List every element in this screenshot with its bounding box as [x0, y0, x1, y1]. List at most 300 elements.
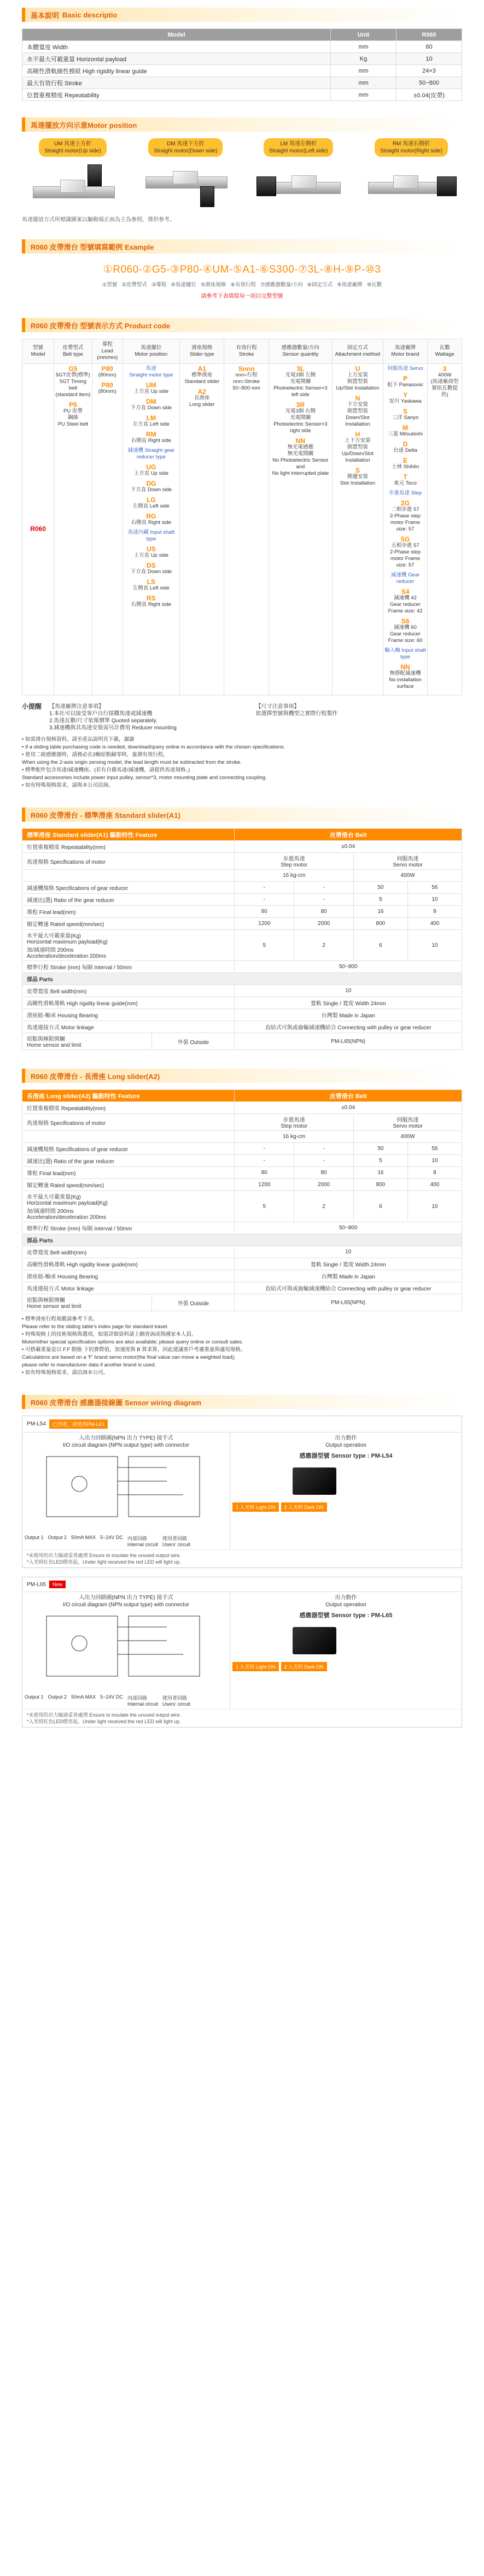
- part-value: 台灣製 Made in Japan: [235, 1009, 462, 1021]
- option-code: 2G: [401, 499, 410, 507]
- option-desc: 台達 Delta: [393, 447, 417, 453]
- drive-label: 皮帶滑台 Belt: [235, 829, 462, 841]
- part-row: [22, 1270, 462, 1282]
- code-option: [124, 513, 179, 526]
- code-option: [55, 402, 91, 428]
- option-code: NN: [295, 437, 306, 445]
- output-state: 2 入光時 Dark ON: [281, 1502, 327, 1512]
- option-desc: 減速機 60 Gear reducer Frame size: 60: [388, 624, 423, 644]
- feature-value: 伺服馬達 Servo motor: [353, 853, 462, 870]
- motor-position-card-rm: [360, 138, 462, 209]
- feature-row: [22, 1222, 462, 1234]
- legend-item: ⑦感應器數量/方向: [260, 282, 303, 288]
- option-code: DM: [145, 398, 156, 405]
- position-label: LM 馬達左側折 Straight motor(Left side): [264, 138, 333, 157]
- feature-value: 10: [407, 894, 462, 906]
- option-desc: 右側直 Right side: [131, 520, 172, 526]
- code-option: [334, 366, 382, 392]
- spec-row: [22, 41, 462, 53]
- option-desc: 步進馬達 Step: [388, 490, 422, 496]
- option-desc: 士林 Shihlin: [391, 464, 419, 470]
- feature-value: 400: [407, 918, 462, 930]
- circuit-labels: [25, 1694, 228, 1707]
- option-code: Y: [403, 391, 408, 399]
- part-value: PM-L65(NPN): [235, 1294, 462, 1311]
- option-desc: 左側直 Left side: [132, 503, 170, 509]
- option-code: P: [403, 375, 408, 382]
- feature-row-label: 減速比(選) Ratio of the gear reducer: [22, 894, 235, 906]
- feature-value: 80: [294, 906, 354, 918]
- part-extra: 外裝 Outside: [152, 1294, 235, 1311]
- spec-value: 24×3: [396, 65, 462, 77]
- option-desc: 左側直 Left side: [132, 585, 170, 591]
- sensor-card-top: [22, 1577, 462, 1591]
- legend-item: ③導程: [151, 282, 167, 288]
- feature-header-row: [22, 1090, 462, 1102]
- part-row: [22, 1021, 462, 1033]
- legend-item: ①型號: [102, 282, 118, 288]
- bullet-line: Motor/other special specification options are also available; please query online or consult sales.: [22, 1339, 243, 1345]
- sensor-card: [22, 1416, 462, 1568]
- position-label: DM 馬達下方折 Straight motor(Down side): [148, 138, 223, 157]
- feature-value: -: [294, 894, 354, 906]
- motor-position-cards: [22, 138, 462, 209]
- slider-um-image: [22, 160, 124, 209]
- feature-row-label: 位置重複精度 Repeatability(mm): [22, 841, 235, 853]
- sensor-title: R060 皮帶滑台 感應器接線圖 Sensor wiring diagram: [31, 1398, 202, 1407]
- option-desc: 下方直 Down side: [130, 405, 172, 411]
- spec-row: [22, 77, 462, 89]
- feature-value: 80: [235, 1167, 294, 1179]
- feature-value: 80: [235, 906, 294, 918]
- code-option: [270, 402, 331, 434]
- feature-value: 50: [353, 882, 407, 894]
- feature-value: 50: [353, 1143, 407, 1155]
- code-option: [124, 431, 179, 444]
- basic-heading-en: Basic descriptio: [62, 10, 118, 19]
- feature-value: 伺服馬達 Servo motor: [353, 1114, 462, 1131]
- feature-value: 56: [407, 1143, 462, 1155]
- bullet-line: Standard accessories include power input pulley, sensor*3, motor mounting plate and connecting coupling.: [22, 775, 267, 781]
- feature-value: 5: [235, 930, 294, 961]
- code-option: [181, 366, 223, 385]
- circuit-label: 內部回路 Internal circuit: [127, 1536, 158, 1547]
- option-desc: 光電3個 右側 光電開關 Photoelectric Sensor×3 right side: [273, 408, 328, 434]
- feature-row: [22, 1191, 462, 1222]
- option-desc: 松下 Panasonic: [387, 382, 424, 388]
- attachment-cell: [332, 364, 383, 695]
- code-option: [94, 382, 121, 395]
- part-label: 原點與極限開關 Home sensor and limit: [22, 1294, 152, 1311]
- feature-label: 標準滑座 Standard slider(A1) 驅動特性 Feature: [22, 829, 235, 841]
- col-header: Unit: [331, 29, 396, 41]
- feature-row-label: [22, 1131, 235, 1143]
- output-states: [232, 1662, 459, 1671]
- wattage-cell: [428, 364, 462, 695]
- option-code: S4: [401, 588, 410, 596]
- option-code: US: [146, 545, 156, 553]
- spec-value: 10: [396, 53, 462, 65]
- code-option: [55, 366, 91, 398]
- feature-value: 50~800: [235, 1222, 462, 1234]
- feature-header-row: [22, 829, 462, 841]
- feature-row-label: 馬達規格 Specifications of motor: [22, 1114, 235, 1131]
- feature-row: [22, 853, 462, 870]
- part-row: [22, 1294, 462, 1311]
- option-desc: 無光電感應 無光電開關 No Photoelectric Sensor and No light interrupted plate: [272, 444, 329, 476]
- long-slider-notes: [22, 1316, 462, 1376]
- std-slider-heading: [22, 807, 462, 822]
- code-header: 馬達擺位 Motor position: [123, 339, 180, 364]
- feature-value: 800: [353, 1179, 407, 1191]
- circuit-label: 使用者回路 Users' circuit: [162, 1695, 191, 1707]
- sensor-card: [22, 1577, 462, 1728]
- feature-value: -: [235, 1155, 294, 1167]
- option-desc: 上方直 Up side: [133, 552, 168, 558]
- reminder-line: 【尺寸注意事項】: [255, 704, 300, 710]
- part-row: [22, 985, 462, 997]
- option-code: S: [355, 467, 360, 474]
- option-desc: 輸入軸 Input shaft type: [384, 647, 426, 660]
- reminder-bullets: [22, 736, 462, 789]
- code-header: 導程 Lead (mm/rev): [92, 339, 123, 364]
- feature-row-label: 水平最大可載重量(Kg) Horizontal maximum payload(Kg) 加/減速時間 200ms Acceleration/deceleration 200ms: [22, 930, 235, 961]
- circuit-diagram: [22, 1433, 230, 1549]
- feature-row: [22, 1179, 462, 1191]
- part-label: 高剛性滑軌導軌 High rigidity linear guide(mm): [22, 1258, 235, 1270]
- spec-value: 50~800: [396, 77, 462, 89]
- code-header: 皮帶型式 Belt type: [54, 339, 92, 364]
- code-option: [124, 562, 179, 575]
- example-title: R060 皮帶滑台 型號填寫範例 Example: [31, 243, 154, 251]
- code-option: [124, 595, 179, 608]
- sensor-footnote: *未使用的出力線請妥善處理 Ensure to insulate the unused output wire. *入光時紅色LED燈亮起。Under light received the red LED will light up.: [22, 1549, 462, 1567]
- feature-value: 800: [353, 918, 407, 930]
- code-option: [384, 408, 426, 421]
- legend-item: ⑩瓦數: [366, 282, 382, 288]
- code-option: [124, 546, 179, 559]
- code-header: 馬達廠牌 Motor brand: [383, 339, 427, 364]
- part-value: 寬軌 Single / 寬度 Width 24mm: [235, 1258, 462, 1270]
- feature-value: 400W: [353, 870, 462, 882]
- option-desc: 五相步進 57 2-Phase step motor Frame size: 57: [390, 543, 421, 568]
- feature-row-label: 標準行程 Stroke (mm) 每隔 Interval / 50mm: [22, 1222, 235, 1234]
- output-operation: [230, 1592, 462, 1709]
- option-desc: 下方直 Down side: [130, 569, 172, 575]
- spec-label: 最大有效行程 Stroke: [22, 77, 331, 89]
- option-desc: 二相步進 57 2-Phase step motor Frame size: 57: [390, 506, 421, 532]
- part-value: 直結式可與或齒輪減速機結合 Connecting with pulley or gear reducer: [235, 1021, 462, 1033]
- feature-value: 2000: [294, 1179, 354, 1191]
- reminder-column-2: [256, 703, 463, 732]
- spec-label: 水平最大可載重量 Horizontal payload: [22, 53, 331, 65]
- output-state: 1 入光時 Light ON: [232, 1502, 279, 1512]
- code-header: 感應器數量/方向 Sensor quantity: [269, 339, 332, 364]
- feature-value: ±0.04: [235, 1102, 462, 1114]
- option-code: N: [355, 394, 360, 402]
- output-state: 2 入光時 Dark ON: [281, 1662, 327, 1671]
- feature-row: [22, 1155, 462, 1167]
- circuit-label: 內部回路 Internal circuit: [127, 1695, 158, 1707]
- circuit-svg: [25, 1611, 227, 1693]
- spec-value: 60: [396, 41, 462, 53]
- feature-row: [22, 841, 462, 853]
- feature-row: [22, 930, 462, 961]
- sensor-model: PM-L54: [27, 1421, 46, 1427]
- position-label: UM 馬達上方折 Straight motor(Up side): [39, 138, 106, 157]
- option-code: S6: [401, 617, 410, 625]
- output-title: 出力動作 Output operation: [325, 1435, 366, 1448]
- sensor-image: [232, 1623, 459, 1661]
- reminder-line: 【馬達廠牌注意事項】: [49, 704, 104, 710]
- feature-value: 5: [235, 1191, 294, 1222]
- option-desc: 三洋 Sanyo: [392, 415, 419, 421]
- feature-value: 2000: [294, 918, 354, 930]
- spec-label: 本體寬度 Width: [22, 41, 331, 53]
- feature-value: 步進馬達 Step motor: [235, 853, 354, 870]
- code-header: 固定方式 Attachment method: [332, 339, 383, 364]
- option-desc: 東元 Teco: [394, 480, 417, 486]
- motor-position-card-um: [22, 138, 124, 209]
- option-code: E: [403, 457, 408, 464]
- long-slider-heading: [22, 1069, 462, 1083]
- code-option: [384, 441, 426, 454]
- model-code: R060: [30, 525, 46, 533]
- example-heading: [22, 239, 462, 254]
- basic-spec-table: [22, 28, 462, 101]
- feature-row-label: [22, 870, 235, 882]
- option-desc: 伺服馬達 Servo: [387, 366, 423, 372]
- col-header: R060: [396, 29, 462, 41]
- feature-label: 長滑座 Long slider(A2) 驅動特性 Feature: [22, 1090, 235, 1102]
- code-option: [384, 425, 426, 438]
- circuit-labels: [25, 1535, 228, 1547]
- output-title: 出力動作 Output operation: [325, 1595, 366, 1608]
- option-code: M: [403, 424, 409, 432]
- sensor-card-top: [22, 1416, 462, 1432]
- legend-item: ②皮帶型式: [121, 282, 147, 288]
- code-option: [334, 395, 382, 428]
- circuit-label: 使用者回路 Users' circuit: [162, 1536, 191, 1547]
- feature-value: 80: [294, 1167, 354, 1179]
- bullet-line: • 可搭載重量是以 F.F 動態 下的實際值，加速度與 B 算求算，因此建議客戶考慮重量與適用規格。: [22, 1347, 246, 1353]
- code-option: [181, 388, 223, 408]
- option-desc: 光電3個 左側 光電開關 Photoelectric Sensor×3 left side: [273, 372, 328, 398]
- bullet-line: • If a sliding table purchasing code is needed, download/query online in accordance with the chosen specifications.: [22, 744, 285, 750]
- spec-label: 位置重複精度 Repeatability: [22, 89, 331, 101]
- option-desc: 側邊安裝 Slot Installation: [340, 474, 376, 486]
- feature-row: [22, 894, 462, 906]
- brand-cell: [383, 364, 427, 695]
- feature-value: 步進馬達 Step motor: [235, 1114, 354, 1131]
- part-row: [22, 1009, 462, 1021]
- option-desc: 下方直 Down side: [130, 487, 172, 493]
- option-desc: 減速機 Gear reducer: [390, 572, 420, 585]
- sensor-card-body: [22, 1591, 462, 1709]
- feature-value: -: [235, 882, 294, 894]
- legend-item: ⑧固定方式: [307, 282, 333, 288]
- code-option: [270, 366, 331, 398]
- reminder-label: 小提醒: [22, 703, 42, 710]
- option-desc: 上方直 Up side: [133, 470, 168, 476]
- bullet-line: • 特殊規格上的技術規格與選項，如需詳細資料請上網查詢或與國家本人員。: [22, 1331, 197, 1337]
- code-option: [384, 618, 426, 644]
- code-option: [225, 366, 267, 392]
- product-code-heading: [22, 318, 462, 332]
- code-option: [124, 447, 179, 461]
- part-label: 高剛性滑軌導軌 High rigidity linear guide(mm): [22, 997, 235, 1009]
- code-option: [384, 366, 426, 372]
- feature-value: 16 kg-cm: [235, 870, 354, 882]
- feature-row-label: 減速比(選) Ratio of the gear reducer: [22, 1155, 235, 1167]
- option-code: 3R: [296, 401, 305, 409]
- example-hint: 請參考下表填寫每一項目完整型號: [201, 293, 283, 299]
- circuit-label: 5~24V DC: [100, 1535, 123, 1540]
- option-desc: nnn=行程 nnn=Stroke 50~800 mm: [232, 372, 260, 391]
- stroke-cell: [224, 364, 269, 695]
- basic-section-heading: [22, 8, 462, 22]
- option-code: RG: [146, 512, 156, 520]
- feature-value: 2: [294, 1191, 354, 1222]
- long-slider-title: R060 皮帶滑台 - 長滑座 Long slider(A2): [31, 1072, 160, 1081]
- position-label: RM 馬達右側折 Straight motor(Right side): [375, 138, 448, 157]
- circuit-label: 50mA MAX: [71, 1535, 96, 1540]
- reminder-line: 3.減速機與其馬達安裝需另計費用 Reducer mounting: [49, 725, 177, 731]
- bullet-line: • 標準配件包含馬達/減速機座。(若有自備馬達/減速機，請提供馬達規格。): [22, 767, 190, 773]
- option-desc: 無搭配減速機 No installation surface: [389, 670, 422, 689]
- circuit-diagram: [22, 1592, 230, 1709]
- model-legend: [22, 280, 462, 288]
- bullet-line: please refer to manufacturer data if another brand is used.: [22, 1362, 156, 1368]
- feature-value: 10: [407, 1191, 462, 1222]
- part-row: [22, 1033, 462, 1050]
- option-desc: 下方安裝 倒置型裝 Down/Slot Installation: [345, 402, 370, 427]
- motor-position-card-lm: [248, 138, 349, 209]
- feature-row: [22, 870, 462, 882]
- feature-value: -: [294, 1155, 354, 1167]
- feature-value: 10: [407, 930, 462, 961]
- part-row: [22, 997, 462, 1009]
- feature-value: 6: [353, 930, 407, 961]
- option-desc: (80mm): [98, 388, 116, 394]
- option-desc: 標準滑座 Standard slider: [184, 372, 220, 385]
- option-code: 5G: [401, 535, 410, 543]
- slider-cell: [180, 364, 224, 695]
- code-option: [384, 500, 426, 533]
- lead-cell: [92, 364, 123, 695]
- product-code-table: [22, 339, 462, 695]
- circuit-label: 50mA MAX: [71, 1694, 96, 1700]
- code-option: [384, 392, 426, 405]
- option-desc: 安川 Yaskawa: [389, 398, 422, 404]
- motor-position-card-dm: [135, 138, 236, 209]
- feature-value: 8: [407, 1167, 462, 1179]
- parts-label: 部品 Parts: [22, 1234, 462, 1246]
- reminder-line: 1.本社可以接受客戶自行採購馬達或減速機: [49, 711, 153, 717]
- code-option: [124, 529, 179, 543]
- option-code: NN: [400, 663, 410, 671]
- feature-value: 400: [407, 1179, 462, 1191]
- sensor-model: PM-L65: [27, 1581, 46, 1588]
- circuit-svg: [25, 1451, 227, 1533]
- feature-row-label: 標準行程 Stroke (mm) 每隔 Interval / 50mm: [22, 961, 235, 973]
- code-option: [384, 536, 426, 569]
- option-code: DS: [146, 562, 156, 569]
- code-option: [384, 457, 426, 470]
- part-label: 馬達連接方式 Motor linkage: [22, 1282, 235, 1294]
- std-slider-table: [22, 828, 462, 1050]
- slider-lm-image: [248, 160, 349, 209]
- feature-value: -: [235, 894, 294, 906]
- spec-unit: mm: [331, 77, 396, 89]
- feature-row-label: 減速機規格 Specifications of gear reducer: [22, 1143, 235, 1155]
- sensor-cards: [22, 1416, 462, 1728]
- code-option: [124, 382, 179, 395]
- circuit-title: 入出力回路圖(NPN 出力 TYPE) 接手式 I/O circuit diagram (NPN output type) with connector: [62, 1435, 190, 1448]
- code-header: 滑座規格 Slider type: [180, 339, 224, 364]
- feature-value: 5: [353, 894, 407, 906]
- feature-row-label: 水平最大可載重量(Kg) Horizontal maximum payload(Kg) 加/減速時間 200ms Acceleration/deceleration 200ms: [22, 1191, 235, 1222]
- feature-value: -: [294, 882, 354, 894]
- code-option: [124, 366, 179, 379]
- option-code: S: [403, 408, 408, 415]
- part-label: 原點與極限開關 Home sensor and limit: [22, 1033, 152, 1050]
- feature-value: 16: [353, 906, 407, 918]
- part-value: 台灣製 Made in Japan: [235, 1270, 462, 1282]
- feature-value: 8: [407, 906, 462, 918]
- feature-row-label: 額定轉速 Rated speed(mm/sec): [22, 1179, 235, 1191]
- feature-value: 16 kg-cm: [235, 1131, 354, 1143]
- feature-row: [22, 1143, 462, 1155]
- feature-value: 50~800: [235, 961, 462, 973]
- option-code: T: [403, 473, 407, 481]
- option-code: U: [355, 365, 360, 373]
- part-label: 滑座組-軸承 Housing Bearing: [22, 1009, 235, 1021]
- drive-label: 皮帶滑台 Belt: [235, 1090, 462, 1102]
- feature-row: [22, 961, 462, 973]
- code-option: [384, 647, 426, 661]
- option-desc: 右側直 Right side: [131, 602, 172, 608]
- spec-label: 高剛性滑軌線性模組 High rigidity linear guide: [22, 65, 331, 77]
- output-states: [232, 1502, 459, 1512]
- motor-position-note: 馬達擺放方式所標識圖案以驅動端正面為主為參照，僅供參考。: [22, 217, 175, 223]
- code-option: [124, 480, 179, 493]
- circuit-label: 5~24V DC: [100, 1694, 123, 1700]
- spec-unit: mm: [331, 65, 396, 77]
- reminder-line: 依選擇型號與機型之實際行程製作: [255, 711, 338, 717]
- feature-row: [22, 918, 462, 930]
- bullet-line: • 如需滑台規格資料，請至產品說明頁下載，謝謝: [22, 736, 135, 742]
- product-code-title: R060 皮帶滑台 型號表示方式 Product code: [31, 321, 170, 330]
- spec-row: [22, 89, 462, 101]
- bullet-line: • 如有特殊規格需求，請洽詢本公司。: [22, 1370, 108, 1376]
- option-code: G5: [68, 365, 78, 373]
- output-operation: [230, 1433, 462, 1549]
- feature-value: 16: [353, 1167, 407, 1179]
- code-option: [124, 464, 179, 477]
- code-option: [384, 474, 426, 487]
- option-code: RM: [145, 431, 156, 438]
- code-header: 型號 Model: [22, 339, 54, 364]
- reminder-line: 2.馬達瓦數/尺寸依報價單 Quoted separately.: [49, 718, 158, 724]
- option-code: 3: [442, 365, 447, 373]
- option-desc: 上方直 Up side: [133, 388, 168, 394]
- part-row: [22, 1246, 462, 1258]
- legend-item: ⑨馬達廠牌: [337, 282, 363, 288]
- circuit-title: 入出力回路圖(NPN 出力 TYPE) 接手式 I/O circuit diagram (NPN output type) with connector: [62, 1595, 190, 1608]
- part-value: 寬軌 Single / 寬度 Width 24mm: [235, 997, 462, 1009]
- option-code: D: [403, 440, 408, 448]
